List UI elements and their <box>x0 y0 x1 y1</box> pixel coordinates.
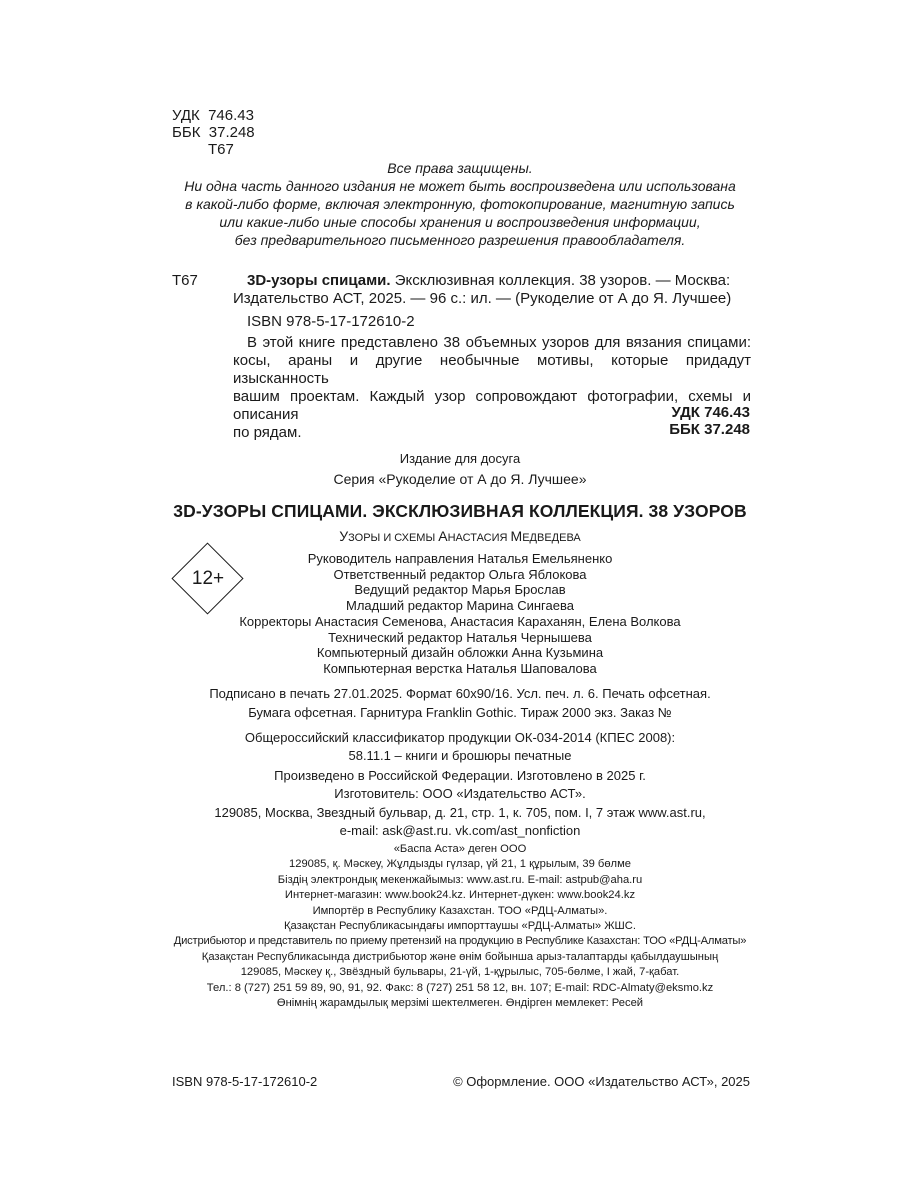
copyright-line-1: Ни одна часть данного издания не может быть воспроизведена или использована <box>184 178 736 194</box>
authorship-w2: И СХЕМЫ <box>380 532 439 544</box>
credit-line: Ведущий редактор Марья Брослав <box>354 582 566 598</box>
print-info-line-1: Подписано в печать 27.01.2025. Формат 60х90/16. Усл. печ. л. 6. Печать офсетная. <box>209 686 711 701</box>
author-mark: Т67 <box>208 141 234 158</box>
bib-line-1 <box>247 272 749 290</box>
credit-line: Технический редактор Наталья Чернышева <box>328 629 592 645</box>
authorship-w4-first: М <box>510 528 523 544</box>
authorship-w4-rest: ЕДВЕДЕВА <box>522 532 581 544</box>
kz-info-line: 129085, қ. Мәскеу, Жұлдызды гүлзар, үй 21, 1 құрылым, 39 бөлме <box>289 858 631 871</box>
footer-isbn: ISBN 978-5-17-172610-2 <box>172 1074 318 1089</box>
kz-info-line: Біздің электрондық мекенжайымыз: www.ast.ru. E-mail: astpub@aha.ru <box>277 873 643 886</box>
credit-line: Ответственный редактор Ольга Яблокова <box>333 566 587 582</box>
bib-udk: УДК 746.43 <box>671 404 750 421</box>
bib-line-2: Издательство АСТ, 2025. — 96 с.: ил. — (Рукоделие от А до Я. Лучшее) <box>233 290 732 307</box>
kz-info-line: Тел.: 8 (727) 251 59 89, 90, 91, 92. Факс: 8 (727) 251 58 12, вн. 107; E-mail: RDC-Almaty@eksmo.kz <box>206 981 714 994</box>
bib-bbk: ББК 37.248 <box>669 421 750 438</box>
kz-info-line: Дистрибьютор и представитель по приему претензий на продукцию в Республике Казахстан: ТОО «РДЦ-Алматы» <box>173 935 747 948</box>
copyright-notice <box>160 159 760 249</box>
authorship-line <box>250 527 670 547</box>
bbk-code: ББК 37.248 <box>172 124 255 141</box>
kazakhstan-info <box>150 842 770 1011</box>
credit-line: Корректоры Анастасия Семенова, Анастасия Караханян, Елена Волкова <box>239 613 681 629</box>
authorship-w1-rest: ЗОРЫ <box>348 532 381 544</box>
copyright-line-3: или какие-либо иные способы хранения и воспроизведения информации, <box>219 214 701 230</box>
credit-line: Компьютерная верстка Наталья Шаповалова <box>323 660 597 676</box>
udk-code: УДК 746.43 <box>172 107 254 124</box>
edition-type: Издание для досуга <box>399 451 521 466</box>
kz-info-line: Қазақстан Республикасындағы импорттаушы «РДЦ-Алматы» ЖШС. <box>284 920 636 933</box>
classifier-line-1: Общероссийский классификатор продукции ОК-034-2014 (КПЕС 2008): <box>244 730 676 745</box>
kz-info-line: «Баспа Аста» деген ООО <box>393 843 527 855</box>
footer-copyright: © Оформление. ООО «Издательство АСТ», 2025 <box>453 1074 750 1089</box>
main-title: 3D-УЗОРЫ СПИЦАМИ. ЭКСКЛЮЗИВНАЯ КОЛЛЕКЦИЯ. 38 УЗОРОВ <box>173 501 747 521</box>
credit-line: Компьютерный дизайн обложки Анна Кузьмина <box>316 645 604 661</box>
authorship-w1-first: У <box>339 528 349 544</box>
annotation-line-2: косы, араны и другие необычные мотивы, которые придадут изысканность <box>233 352 751 387</box>
manufacturer-line-4: e-mail: ask@ast.ru. vk.com/ast_nonfiction <box>339 822 581 838</box>
bib-title-rest: Эксклюзивная коллекция. 38 узоров. — Москва: <box>390 272 731 289</box>
authorship-w3-rest: НАСТАСИЯ <box>447 532 511 544</box>
credit-line: Младший редактор Марина Сингаева <box>346 598 574 614</box>
bib-title: 3D-узоры спицами. <box>247 272 391 289</box>
bib-isbn: ISBN 978-5-17-172610-2 <box>247 313 415 330</box>
kz-info-line: Қазақстан Республикасында дистрибьютор және өнім бойынша арыз-талаптарды қабылдаушының <box>201 950 719 963</box>
annotation-line-3: вашим проектам. Каждый узор сопровождают фотографии, схемы и описания <box>233 388 751 423</box>
print-info <box>160 684 760 722</box>
copyright-title: Все права защищены. <box>387 160 533 176</box>
series-line: Серия «Рукоделие от А до Я. Лучшее» <box>333 471 587 487</box>
manufacturer-line-1: Произведено в Российской Федерации. Изготовлено в 2025 г. <box>274 768 646 783</box>
kz-info-line: 129085, Мәскеу қ., Звёздный бульвары, 21-үй, 1-құрылыс, 705-бөлме, I жай, 7-қабат. <box>240 966 680 979</box>
classifier-line-2: 58.11.1 – книги и брошюры печатные <box>348 748 572 763</box>
kz-info-line: Өнімнің жарамдылық мерзімі шектелмеген. Өндірген мемлекет: Ресей <box>276 997 644 1010</box>
kz-info-line: Импортёр в Республику Казахстан. ТОО «РДЦ-Алматы». <box>312 904 608 917</box>
credit-line: Руководитель направления Наталья Емельяненко <box>307 551 613 566</box>
manufacturer-info <box>160 767 760 840</box>
kz-info-line: Интернет-магазин: www.book24.kz. Интернет-дүкен: www.book24.kz <box>284 889 636 902</box>
manufacturer-line-2: Изготовитель: ООО «Издательство АСТ». <box>334 786 586 802</box>
copyright-line-4: без предварительного письменного разрешения правообладателя. <box>234 232 686 248</box>
authorship-w3-first: А <box>438 528 448 544</box>
copyright-line-2: в какой-либо форме, включая электронную, фотокопирование, магнитную запись <box>185 196 735 212</box>
annotation-line-4: по рядам. <box>233 424 302 441</box>
annotation-line-1: В этой книге представлено 38 объемных узоров для вязания спицами: <box>247 334 751 351</box>
print-info-line-2: Бумага офсетная. Гарнитура Franklin Gothic. Тираж 2000 экз. Заказ № <box>248 705 672 720</box>
age-rating-label: 12+ <box>191 568 225 589</box>
manufacturer-line-3: 129085, Москва, Звездный бульвар, д. 21, стр. 1, к. 705, пом. I, 7 этаж www.ast.ru, <box>214 804 706 820</box>
credits-block <box>210 551 710 677</box>
bib-mark: Т67 <box>172 272 198 289</box>
classifier-info <box>160 729 760 765</box>
